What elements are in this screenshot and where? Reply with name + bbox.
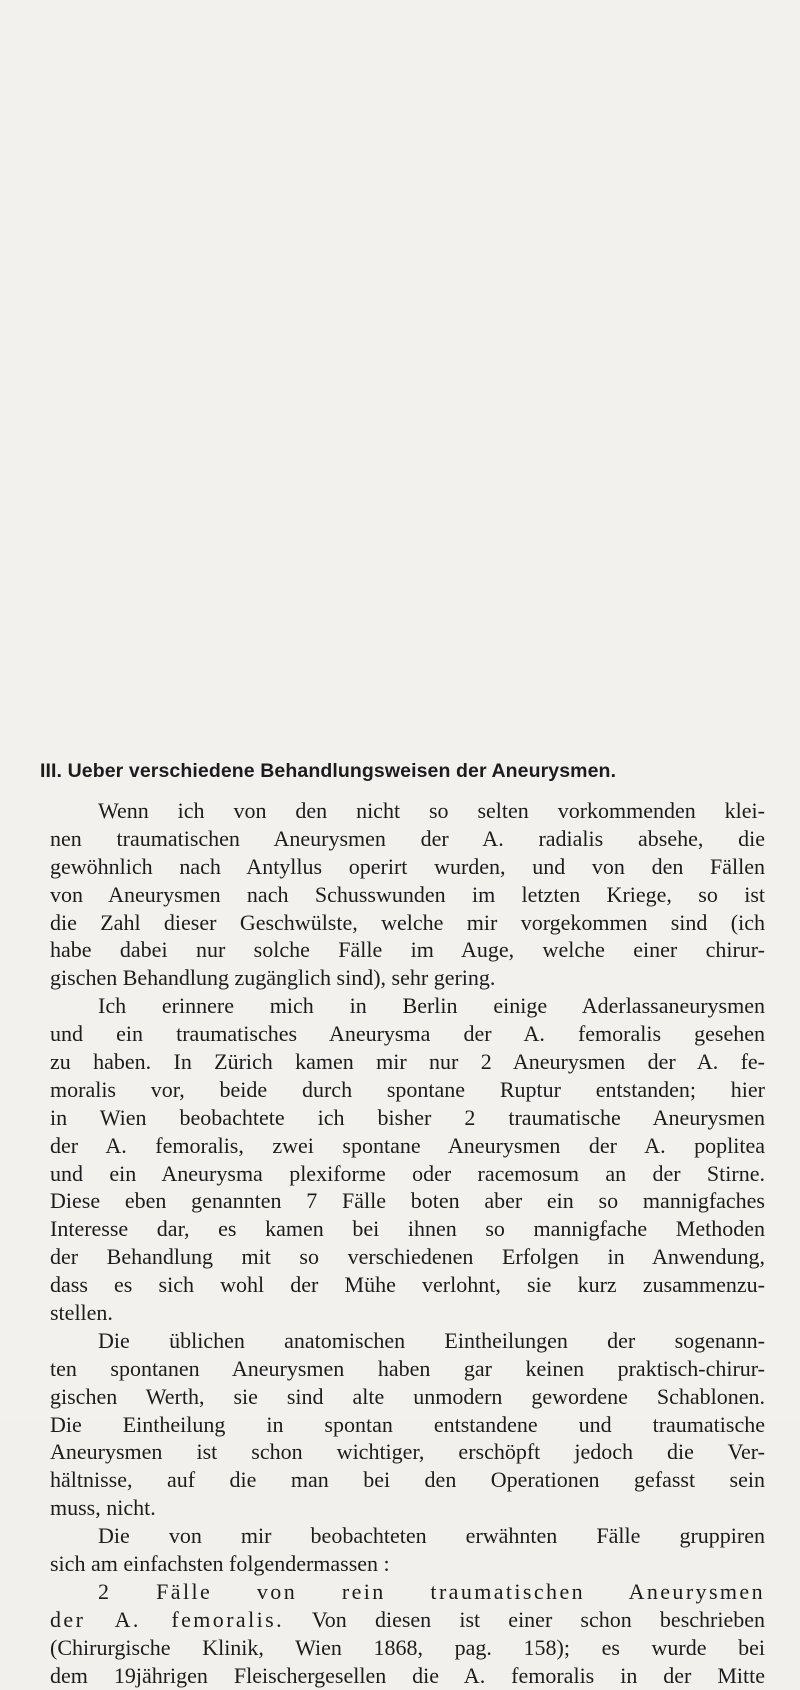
- text-line: und ein Aneurysma plexiforme oder racemosum an der Stirne.: [50, 1160, 765, 1186]
- text-line: (Chirurgische Klinik, Wien 1868, pag. 158); es wurde bei: [50, 1634, 765, 1660]
- text-line: gischen Behandlung zugänglich sind), sehr gering.: [50, 965, 496, 991]
- text-line: sich am einfachsten folgendermassen :: [50, 1551, 390, 1577]
- text-line: muss, nicht.: [50, 1495, 156, 1521]
- body-text: [50, 797, 765, 1690]
- text-line: zu haben. In Zürich kamen mir nur 2 Aneurysmen der A. fe-: [50, 1049, 765, 1075]
- text-line: der A. femoralis, zwei spontane Aneurysmen der A. poplitea: [50, 1132, 765, 1158]
- text-line: nen traumatischen Aneurysmen der A. radialis absehe, die: [50, 825, 765, 851]
- text-line: dem 19jährigen Fleischergesellen die A. femoralis in der Mitte: [50, 1662, 765, 1688]
- text-line: dass es sich wohl der Mühe verlohnt, sie kurz zusammenzu-: [50, 1272, 765, 1298]
- text-line: der A. femoralis. Von diesen ist einer schon beschrieben: [50, 1606, 765, 1632]
- spaced-emphasis: der A. femoralis.: [50, 1606, 284, 1632]
- text-line: Die von mir beobachteten erwähnten Fälle gruppiren: [98, 1523, 765, 1549]
- text-line: Wenn ich von den nicht so selten vorkommenden klei-: [98, 798, 765, 823]
- text-line: die Zahl dieser Geschwülste, welche mir vorgekommen sind (ich: [50, 909, 765, 935]
- text-line: der Behandlung mit so verschiedenen Erfolgen in Anwendung,: [50, 1244, 765, 1270]
- text-line: Die üblichen anatomischen Eintheilungen der sogenann-: [98, 1327, 765, 1353]
- text-line: gischen Werth, sie sind alte unmodern gewordene Schablonen.: [50, 1383, 765, 1409]
- spaced-emphasis: 2 Fälle von rein traumatischen Aneurysmen: [98, 1578, 765, 1604]
- text-line: Ich erinnere mich in Berlin einige Aderlassaneurysmen: [98, 993, 765, 1019]
- text-line: Aneurysmen ist schon wichtiger, erschöpft jedoch die Ver-: [50, 1439, 765, 1465]
- text-line: und ein traumatisches Aneurysma der A. femoralis gesehen: [50, 1021, 765, 1047]
- text-line: von Aneurysmen nach Schusswunden im letzten Kriege, so ist: [50, 881, 765, 907]
- text-line: [50, 1578, 765, 1606]
- text-line: stellen.: [50, 1300, 113, 1326]
- text-line: hältnisse, auf die man bei den Operationen gefasst sein: [50, 1467, 765, 1493]
- section-heading: III. Ueber verschiedene Behandlungsweisen der Aneurysmen.: [40, 760, 617, 782]
- text-line: moralis vor, beide durch spontane Ruptur entstanden; hier: [50, 1076, 765, 1102]
- text-line: habe dabei nur solche Fälle im Auge, welche einer chirur-: [50, 937, 765, 963]
- text-line: gewöhnlich nach Antyllus operirt wurden, und von den Fällen: [50, 853, 765, 879]
- text-line: Interesse dar, es kamen bei ihnen so mannigfache Methoden: [50, 1216, 765, 1242]
- text-line: Diese eben genannten 7 Fälle boten aber ein so mannigfaches: [50, 1188, 765, 1214]
- text-line: ten spontanen Aneurysmen haben gar keinen praktisch-chirur-: [50, 1355, 765, 1381]
- text-line: in Wien beobachtete ich bisher 2 traumatische Aneurysmen: [50, 1104, 765, 1130]
- text-line: Die Eintheilung in spontan entstandene und traumatische: [50, 1411, 765, 1437]
